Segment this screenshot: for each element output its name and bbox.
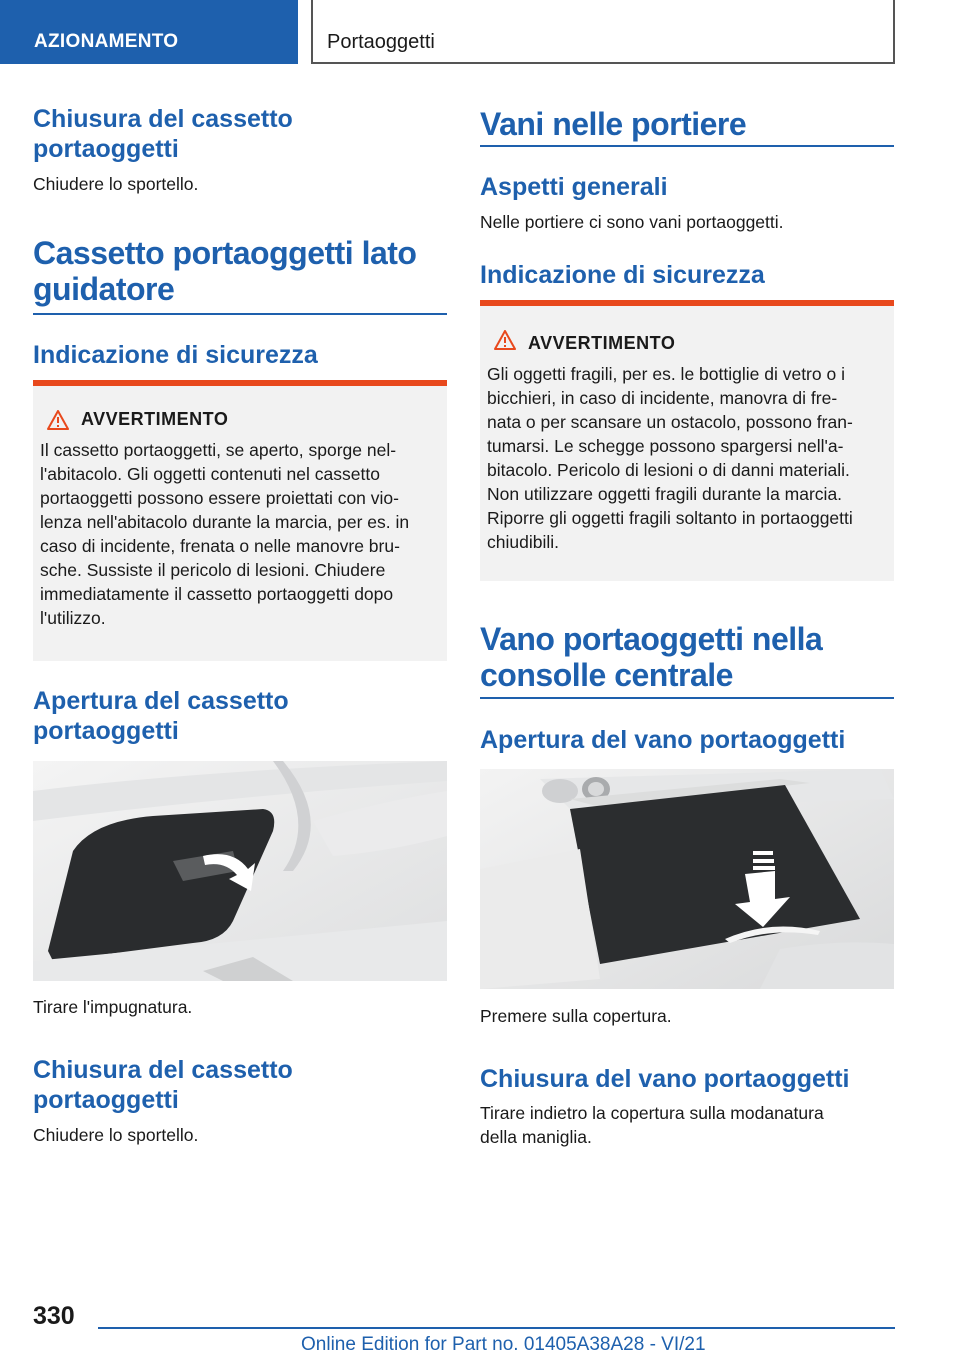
console-illustration xyxy=(480,769,894,989)
warning-label: AVVERTIMENTO xyxy=(81,409,229,429)
console-close-heading: Chiusura del vano portaoggetti xyxy=(480,1065,850,1093)
console-compartment-title: Vano portaoggetti nella consolle centrale xyxy=(480,621,823,693)
warning-text: Gli oggetti fragili, per es. le bottiglie di vetro o i bicchieri, in caso di incidente, manovra di fre- nata o per scansare un ostacolo, possono fran- tumarsi. Le schegge possono spargersi nell'a- bitacolo. Pericolo di lesioni o di danni materiali. Non utilizzare oggetti fragili durante la marcia. Riporre gli oggetti fragili soltanto in portaoggetti chiudibili. xyxy=(487,364,853,552)
page-number: 330 xyxy=(33,1302,75,1330)
close-glovebox-heading: Chiusura del cassetto portaoggetti xyxy=(33,105,293,163)
door-compartments-title: Vani nelle portiere xyxy=(480,106,747,142)
section-tab: AZIONAMENTO xyxy=(0,0,298,64)
close-glovebox-text: Chiudere lo sportello. xyxy=(33,174,199,194)
warning-box-right xyxy=(480,300,894,581)
safety-heading-right: Indicazione di sicurezza xyxy=(480,261,765,289)
close-glovebox-text-2: Chiudere lo sportello. xyxy=(33,1125,199,1145)
console-open-heading: Apertura del vano portaoggetti xyxy=(480,726,846,754)
glovebox-photo xyxy=(33,761,447,981)
title-rule xyxy=(480,145,894,147)
console-open-caption: Premere sulla copertura. xyxy=(480,1006,672,1026)
glovebox-illustration xyxy=(33,761,447,981)
warning-triangle-icon xyxy=(494,330,516,350)
driver-glovebox-title: Cassetto portaoggetti lato guidatore xyxy=(33,235,417,307)
warning-triangle-icon xyxy=(47,410,69,430)
close-glovebox-heading-2: Chiusura del cassetto portaoggetti xyxy=(33,1056,293,1114)
general-text: Nelle portiere ci sono vani portaoggetti. xyxy=(480,212,784,232)
warning-label: AVVERTIMENTO xyxy=(528,333,676,353)
topic-header: Portaoggetti xyxy=(311,0,895,64)
edition-note: Online Edition for Part no. 01405A38A28 - VI/21 xyxy=(301,1334,706,1355)
warning-text: Il cassetto portaoggetti, se aperto, sporge nel- l'abitacolo. Gli oggetti contenuti nel cassetto portaoggetti possono essere proiettati con vio- lenza nell'abitacolo durante la marcia, per es. in caso di incidente, frenata o nelle manovre bru- sche. Sussiste il pericolo di lesioni. Chiudere immediatamente il cassetto portaoggetti dopo l'utilizzo. xyxy=(40,440,410,628)
open-glovebox-caption: Tirare l'impugnatura. xyxy=(33,997,193,1017)
footer-rule xyxy=(98,1327,895,1329)
warning-box-left xyxy=(33,380,447,661)
general-heading: Aspetti generali xyxy=(480,173,668,201)
safety-heading-left: Indicazione di sicurezza xyxy=(33,341,318,369)
console-close-text: Tirare indietro la copertura sulla modanatura della maniglia. xyxy=(480,1103,824,1147)
title-rule xyxy=(480,697,894,699)
console-photo xyxy=(480,769,894,989)
title-rule xyxy=(33,313,447,315)
open-glovebox-heading: Apertura del cassetto portaoggetti xyxy=(33,687,289,745)
